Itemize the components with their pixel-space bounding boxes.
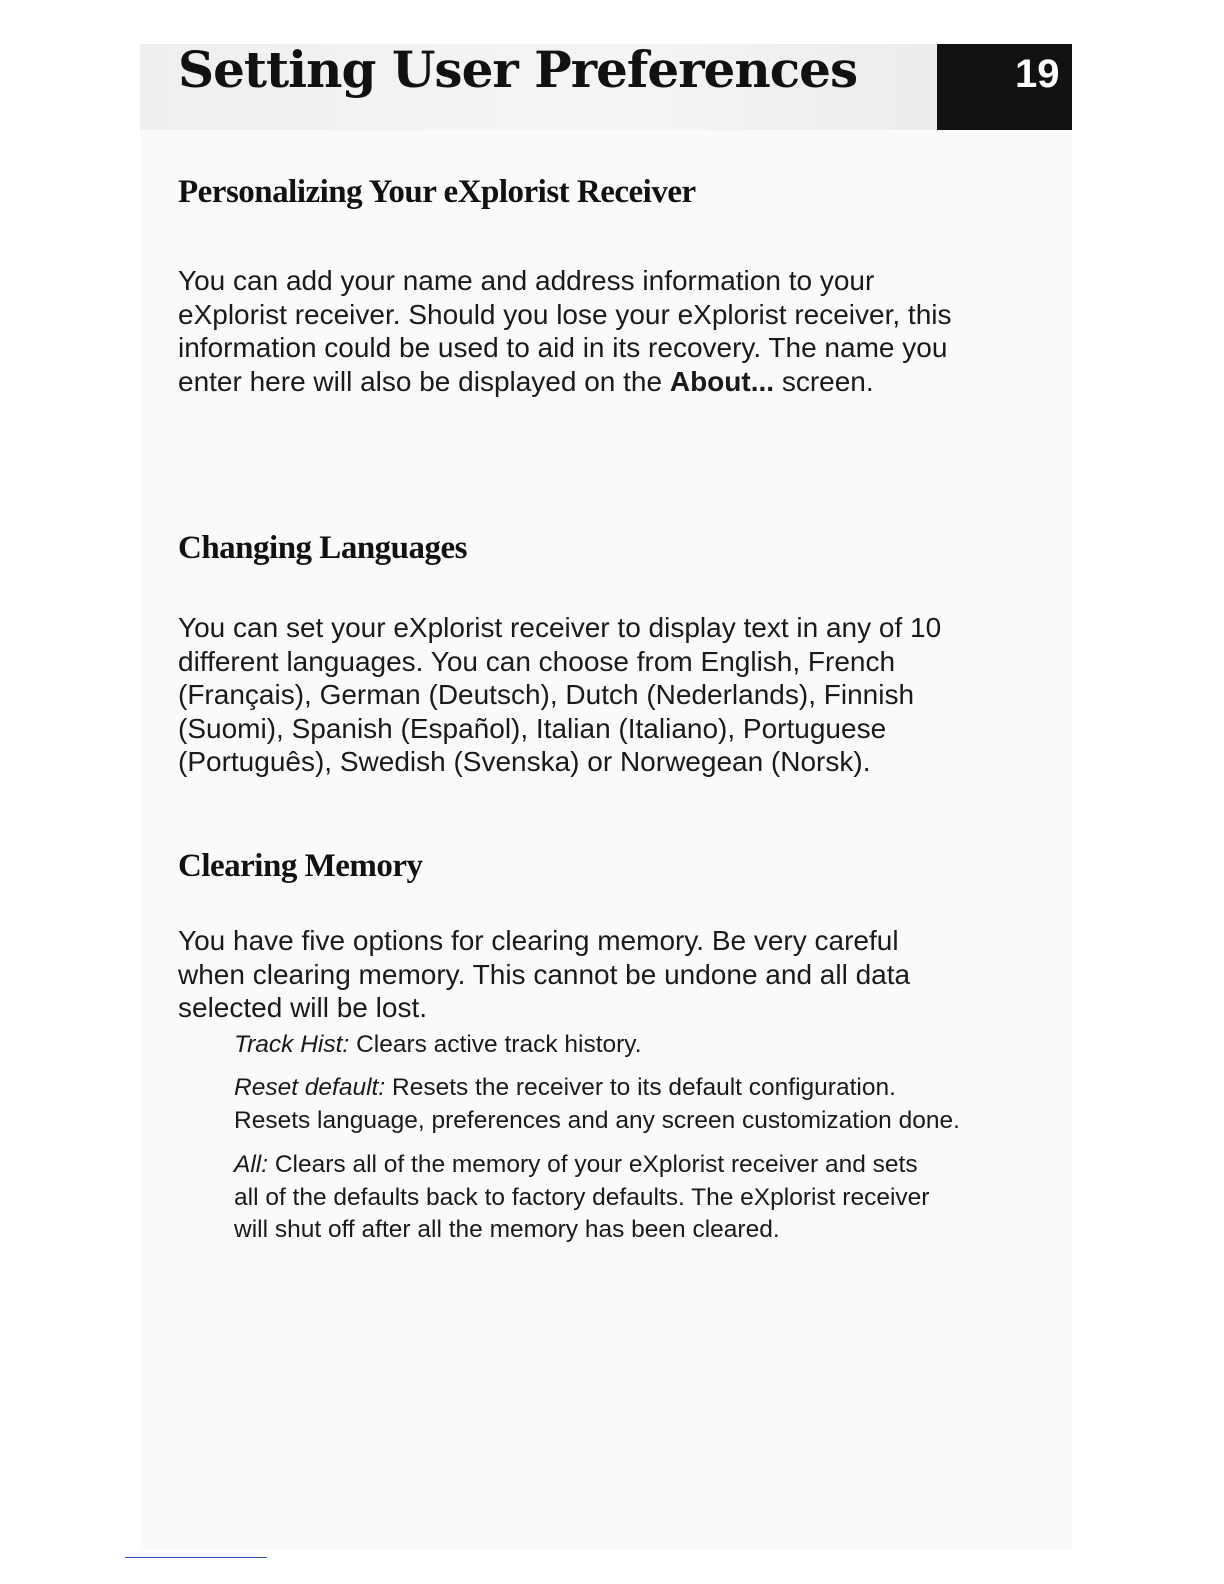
option-track-hist — [234, 1029, 1054, 1062]
option-description: Resets language, preferences and any screen customization done. — [234, 1106, 960, 1134]
paragraph-line: You have five options for clearing memory. Be very careful — [178, 925, 899, 956]
personalizing-paragraph — [178, 264, 1048, 398]
option-description: all of the defaults back to factory defaults. The eXplorist receiver — [234, 1183, 930, 1211]
option-term: Track Hist: — [234, 1031, 350, 1058]
option-reset-default — [234, 1072, 1054, 1137]
paragraph-line: eXplorist receiver. Should you lose your eXplorist receiver, this — [178, 298, 952, 330]
paragraph-line: information could be used to aid in its recovery. The name you — [178, 332, 948, 363]
paragraph-line: when clearing memory. This cannot be undone and all data — [178, 958, 911, 990]
paragraph-text: screen. — [774, 365, 874, 397]
languages-paragraph — [178, 611, 1048, 779]
section-heading-clearing-memory: Clearing Memory — [178, 848, 423, 884]
about-screen-term: About... — [669, 365, 775, 397]
paragraph-line: selected will be lost. — [178, 992, 428, 1023]
section-heading-languages: Changing Languages — [178, 530, 468, 566]
paragraph-line: (Suomi), Spanish (Español), Italian (Italiano), Portuguese — [178, 712, 887, 744]
chapter-title: Setting User Preferences — [178, 40, 858, 99]
footer-rule — [125, 1557, 267, 1558]
paragraph-line: You can add your name and address information to your — [178, 265, 875, 296]
paragraph-line: You can set your eXplorist receiver to display text in any of 10 — [178, 612, 942, 643]
paragraph-text: enter here will also be displayed on the — [178, 365, 670, 397]
option-description: will shut off after all the memory has been cleared. — [234, 1216, 780, 1243]
paragraph-line — [178, 366, 874, 397]
chapter-tab — [937, 44, 1072, 130]
paragraph-line: (Português), Swedish (Svenska) or Norwegean (Norsk). — [178, 746, 871, 777]
option-term: All: — [234, 1151, 269, 1178]
option-term: Reset default: — [234, 1074, 386, 1101]
section-heading-personalizing: Personalizing Your eXplorist Receiver — [178, 174, 696, 210]
option-description: Resets the receiver to its default configuration. — [392, 1074, 896, 1101]
clearing-paragraph — [178, 924, 1048, 1025]
paragraph-line: (Français), German (Deutsch), Dutch (Nederlands), Finnish — [178, 679, 915, 710]
paragraph-line: different languages. You can choose from English, French — [178, 645, 896, 677]
option-description: Clears active track history. — [356, 1031, 642, 1058]
option-all — [234, 1149, 1054, 1247]
chapter-number: 19 — [1015, 52, 1060, 96]
option-description: Clears all of the memory of your eXplorist receiver and sets — [274, 1151, 918, 1178]
